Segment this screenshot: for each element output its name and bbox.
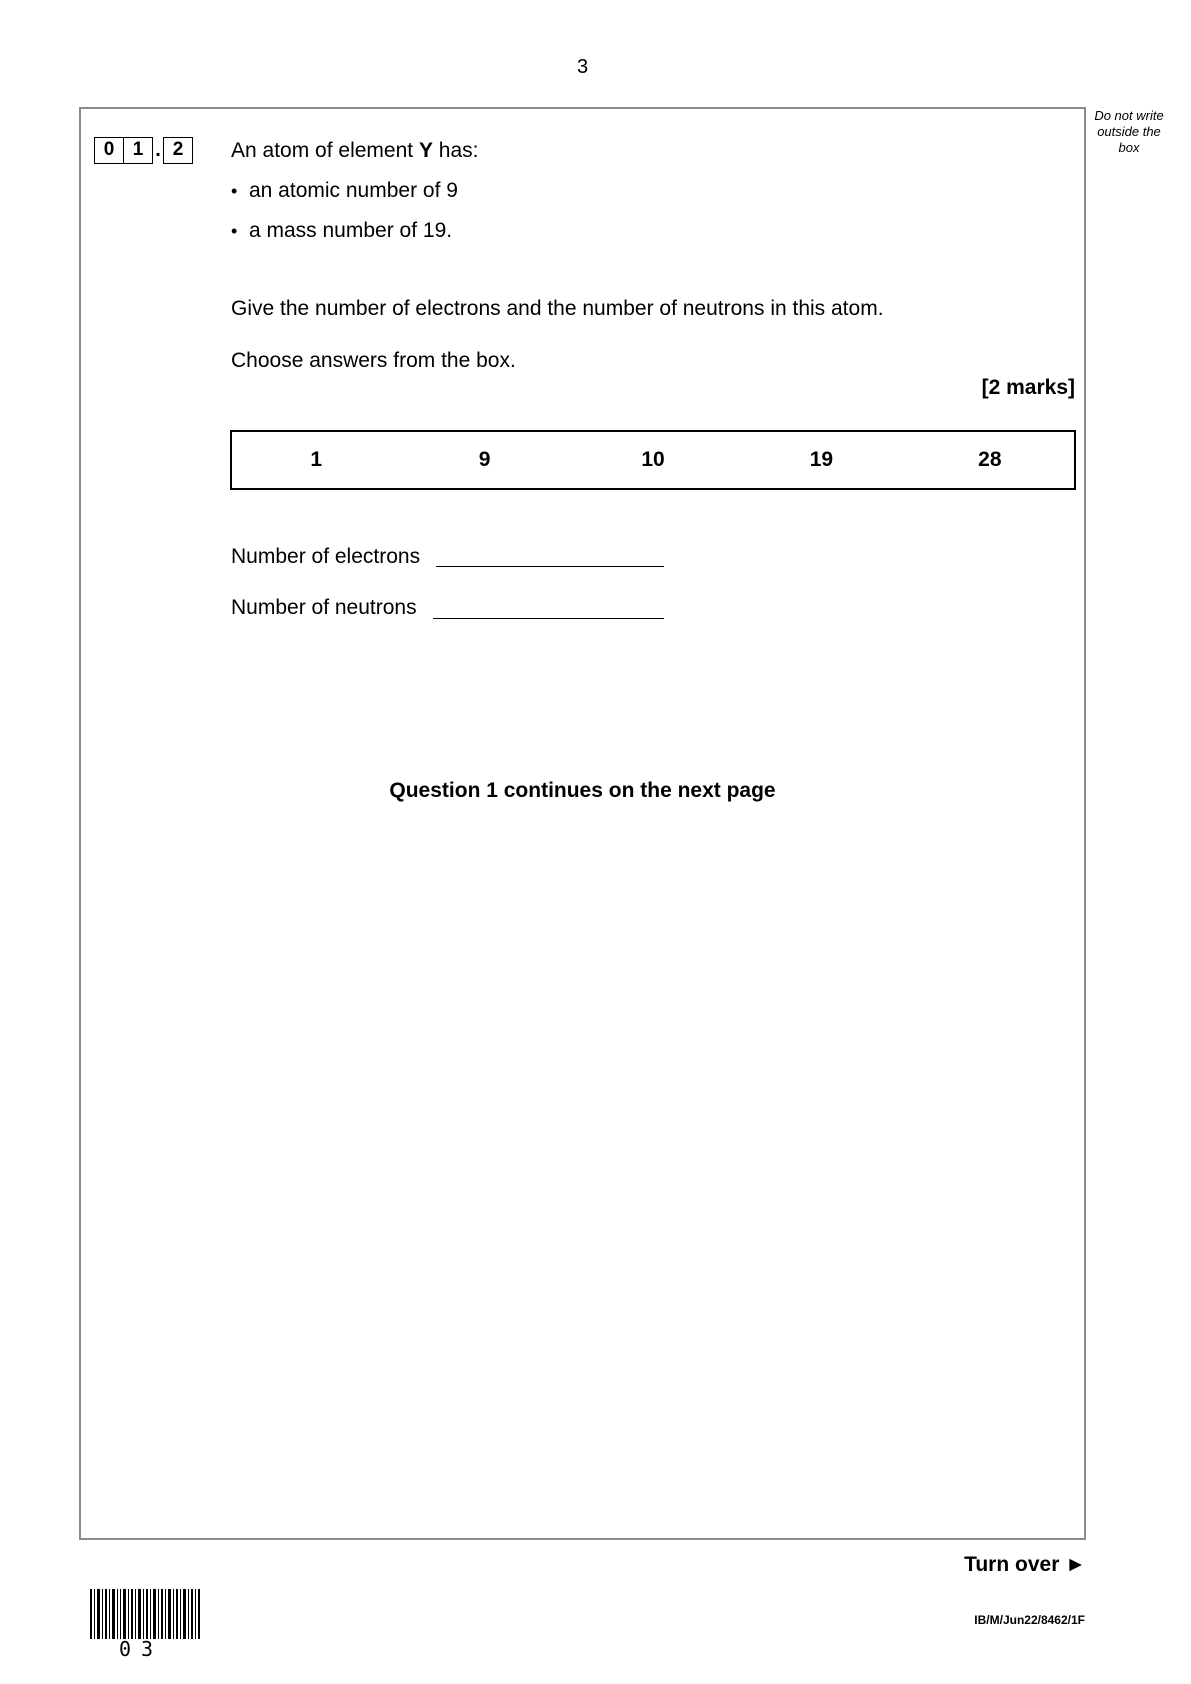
intro-prefix: An atom of element <box>231 139 419 162</box>
bullet-text: an atomic number of 9 <box>248 179 458 202</box>
question-number <box>94 137 193 164</box>
bullet-icon: • <box>231 221 238 241</box>
question-part-box: 2 <box>163 137 193 164</box>
continues-note: Question 1 continues on the next page <box>389 779 776 802</box>
question-separator: . <box>155 139 161 161</box>
turn-over-label: Turn over ► <box>964 1553 1086 1576</box>
electrons-label: Number of electrons <box>231 545 421 568</box>
page-number: 3 <box>576 56 589 78</box>
question-instruction: Give the number of electrons and the number of neutrons in this atom. <box>231 297 884 320</box>
question-intro <box>231 139 478 163</box>
option-value: 9 <box>478 448 491 471</box>
option-value: 1 <box>310 448 323 471</box>
margin-note-line: Do not write <box>1094 108 1164 123</box>
intro-suffix: has: <box>432 139 479 162</box>
bullet-icon: • <box>231 181 238 201</box>
electrons-answer-line[interactable] <box>436 566 664 567</box>
question-digit-box: 0 <box>94 137 124 164</box>
option-value: 19 <box>809 448 834 471</box>
bullet-item <box>231 219 452 243</box>
margin-note-line: box <box>1118 140 1140 155</box>
marks-label: [2 marks] <box>981 376 1075 399</box>
bullet-text: a mass number of 19. <box>248 219 453 242</box>
option-value: 10 <box>641 448 665 471</box>
question-choose: Choose answers from the box. <box>231 349 516 372</box>
options-box <box>230 430 1076 490</box>
question-digit-box: 1 <box>123 137 153 164</box>
neutrons-label: Number of neutrons <box>231 596 417 619</box>
neutrons-answer-line[interactable] <box>433 618 664 619</box>
barcode-digits: 03 <box>119 1637 164 1661</box>
margin-note <box>1086 108 1172 156</box>
answer-frame <box>79 107 1086 1540</box>
margin-note-line: outside the <box>1097 124 1161 139</box>
bullet-item <box>231 179 458 203</box>
element-symbol: Y <box>418 139 433 162</box>
option-value: 28 <box>978 448 1002 471</box>
barcode-icon <box>90 1589 200 1639</box>
paper-code: IB/M/Jun22/8462/1F <box>974 1613 1085 1627</box>
